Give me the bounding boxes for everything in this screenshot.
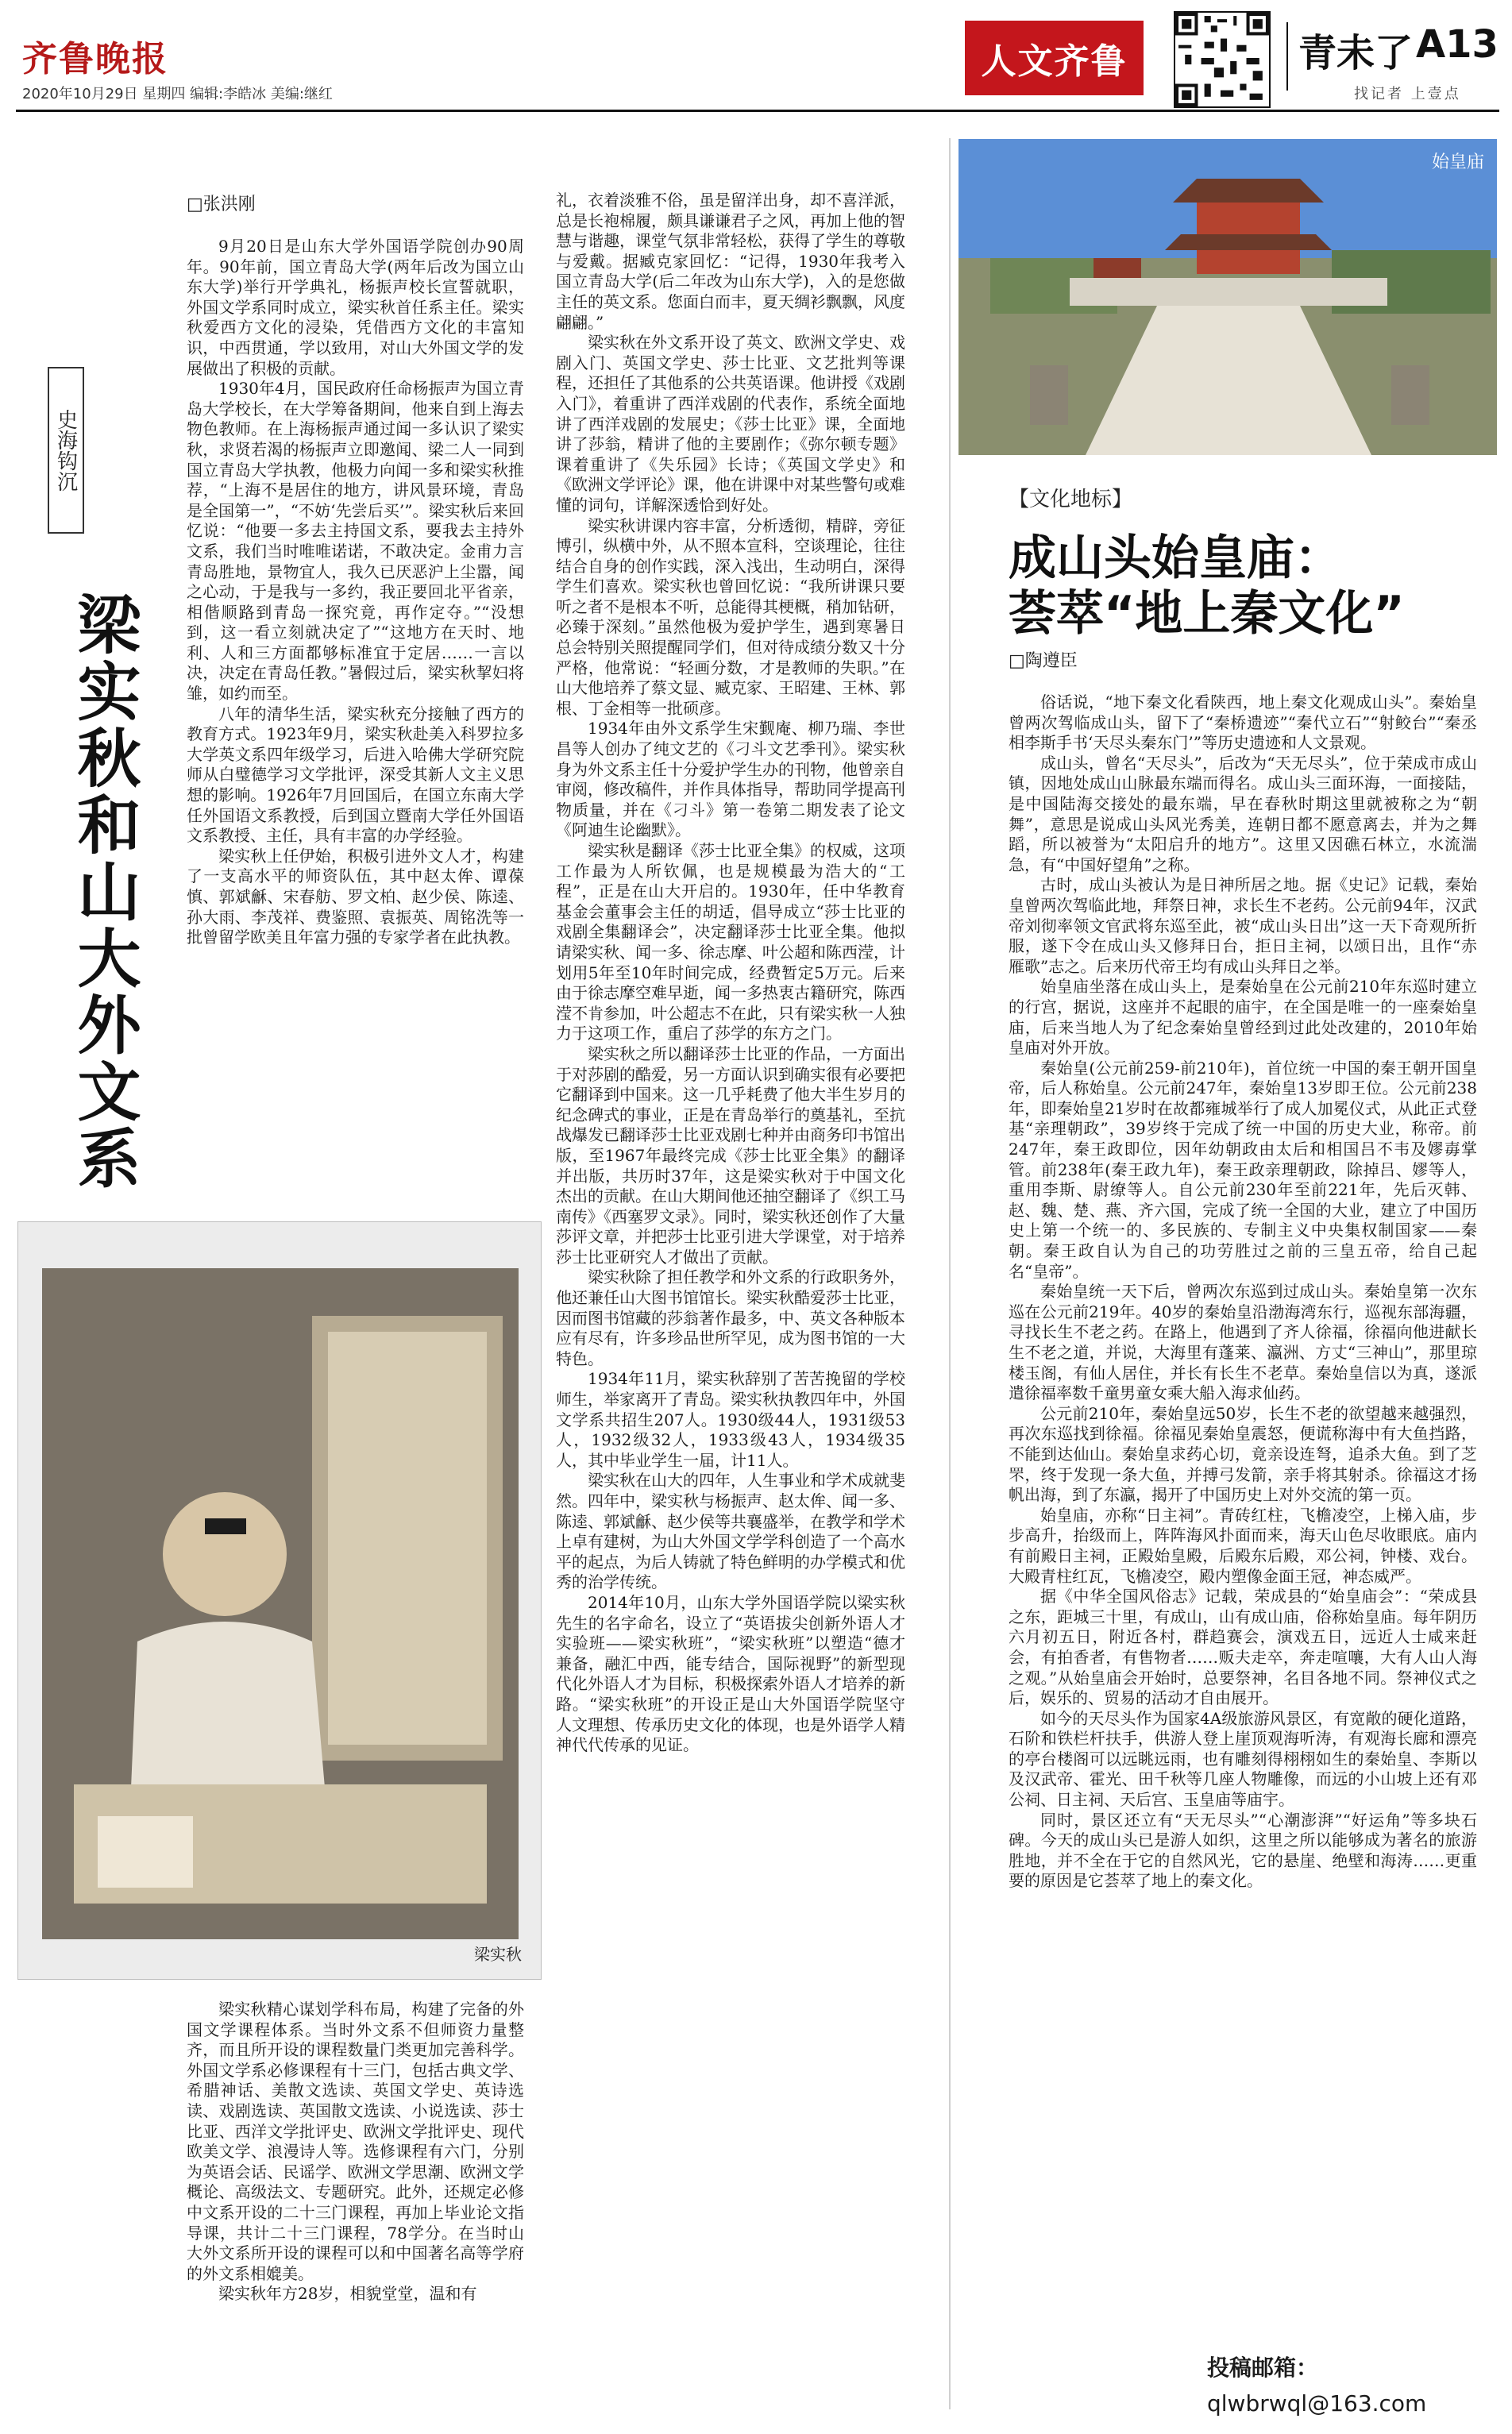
paragraph: 秦始皇统一天下后，曾两次东巡到过成山头。秦始皇第一次东巡在公元前219年。40岁的秦始皇沿渤海湾东行，巡视东部海疆，寻找长生不老之药。在路上，他遇到了齐人徐福，徐福向他进献长生不老之道，并说，大海里有蓬莱、瀛洲、方丈“三神山”，那里琼楼玉阁，有仙人居住，并长有长生不老草。秦始皇信以为真，遂派遣徐福率数千童男童女乘大船入海求仙药。	[1009, 1282, 1477, 1403]
portrait-image	[42, 1268, 519, 1939]
article-title: 成山头始皇庙：	[1009, 530, 1342, 586]
paragraph: 2014年10月，山东大学外国语学院以梁实秋先生的名字命名，设立了“英语拔尖创新外语人才实验班——梁实秋班”，“梁实秋班”以塑造“德才兼备，融汇中西，能专结合，国际视野”的新型现代化外语人才为目标，积极探索外语人才培养的新路。“梁实秋班”的开设正是山大外国语学院坚守人文理想、传承历史文化的体现，也是外语学人精神代代传承的见证。	[556, 1592, 905, 1755]
photo-caption: 梁实秋	[474, 1945, 522, 1964]
paragraph: 成山头，曾名“天尽头”，后改为“天无尽头”，位于荣成市成山镇，因地处成山山脉最东端而得名。成山头三面环海，一面接陆，是中国陆海交接处的最东端，早在春秋时期这里就被称之为“朝舞”，意思是说成山头风光秀美，连朝日都不愿意离去，并为之舞蹈，所以被誉为“太阳启升的地方”。这里又因礁石林立，水流湍急，有“中国好望角”之称。	[1009, 753, 1477, 874]
portrait-photo	[17, 1221, 542, 1980]
contribution-email-link[interactable]: qlwbrwql@163.com	[1207, 2390, 1427, 2417]
article-title: 梁实秋和山大外文系	[67, 592, 141, 1192]
article-byline: □陶遵臣	[1009, 651, 1078, 671]
paragraph: 梁实秋之所以翻译莎士比亚的作品，一方面出于对莎剧的酷爱，另一方面认识到确实很有必要把它翻译到中国来。这一几乎耗费了他大半生岁月的纪念碑式的事业，正是在青岛举行的奠基礼，至抗战爆发已翻译莎士比亚戏剧七种并由商务印书馆出版，至1967年最终完成《莎士比亚全集》的翻译并出版，共历时37年，这是梁实秋对于中国文化杰出的贡献。在山大期间他还抽空翻译了《织工马南传》《西塞罗文录》。同时，梁实秋还创作了大量莎评文章，并把莎士比亚引进大学课堂，对于培养莎士比亚研究人才做出了贡献。	[556, 1043, 905, 1267]
paragraph: 梁实秋精心谋划学科布局，构建了完备的外国文学课程体系。当时外文系不但师资力量整齐，而且所开设的课程数量门类更加完善科学。外国文学系必修课程有十三门，包括古典文学、希腊神话、美散文选读、英国文学史、英诗选读、戏剧选读、英国散文选读、小说选读、莎士比亚、西洋文学批评史、欧洲文学批评史、现代欧美文学、浪漫诗人等。选修课程有六门，分别为英语会话、民谣学、欧洲文学思潮、欧洲文学概论、高级法文、专题研究。此外，还规定必修中文系开设的二十三门课程，再加上毕业论文指导课，共计二十三门课程，78学分。在当时山大外文系所开设的课程可以和中国著名高等学府的外文系相媲美。	[187, 2000, 524, 2283]
article-column-b	[556, 191, 905, 1756]
column-tag: 史海钩沉	[48, 367, 84, 534]
paragraph: 1934年11月，梁实秋辞别了苦苦挽留的学校师生，举家离开了青岛。梁实秋执教四年中，外国文学系共招生207人。1930级44人，1931级53人，1932级32人，1933级43人，1934级35人，其中毕业学生一届，计11人。	[556, 1369, 905, 1470]
page-code: A13	[1416, 22, 1498, 67]
paragraph: 9月20日是山东大学外国语学院创办90周年。90年前，国立青岛大学(两年后改为国立山东大学)举行开学典礼，杨振声校长宣誓就职，外国文学系同时成立，梁实秋首任系主任。梁实秋爱西方文化的浸染，凭借西方文化的丰富知识，中西贯通，学以致用，对山大外国文学的发展做出了积极的贡献。	[187, 237, 524, 378]
paragraph: 1934年由外文系学生宋觐庵、柳乃瑞、李世昌等人创办了纯文艺的《刁斗文艺季刊》。梁实秋身为外文系主任十分爱护学生办的刊物，他曾亲自审阅，修改稿件，并作具体指导，帮助同学提高刊物质量，并在《刁斗》第一卷第二期发表了论文《阿迪生论幽默》。	[556, 719, 905, 840]
temple-illustration	[958, 139, 1497, 455]
paragraph: 礼，衣着淡雅不俗，虽是留洋出身，却不喜洋派，总是长袍棉履，颇具谦谦君子之风，再加上他的智慧与谐趣，课堂气氛非常轻松，获得了学生的尊敬与爱戴。据臧克家回忆：“记得，1930年我考入国立青岛大学(后二年改为山东大学)，入的是您做主任的英文系。您面白而丰，夏天绸衫飘飘，风度翩翩。”	[556, 191, 905, 332]
paragraph: 梁实秋在山大的四年，人生事业和学术成就斐然。四年中，梁实秋与杨振声、赵太侔、闻一多、陈逵、郭斌龢、赵少侯等共襄盛举，在教学和学术上卓有建树，为山大外国文学学科创造了一个高水平的起点，为后人铸就了特色鲜明的办学模式和优秀的治学传统。	[556, 1471, 905, 1592]
paragraph: 始皇庙坐落在成山头上，是秦始皇在公元前210年东巡时建立的行宫，据说，这座并不起眼的庙宇，在全国是唯一的一座秦始皇庙，后来当地人为了纪念秦始皇曾经到过此处改建的，2010年始皇庙对外开放。	[1009, 977, 1477, 1058]
page-name: 青未了	[1298, 31, 1414, 75]
paragraph: 八年的清华生活，梁实秋充分接触了西方的教育方式。1923年9月，梁实秋赴美入科罗拉多大学英文系四年级学习，后进入哈佛大学研究院师从白璧德学习文学批评，深受其新人文主义思想的影响。1926年7月回国后，在国立东南大学任外国语文系教授，后到国立暨南大学任外国语文系教授、主任，具有丰富的办学经验。	[187, 704, 524, 846]
paragraph: 古时，成山头被认为是日神所居之地。据《史记》记载，秦始皇曾两次驾临此地，拜祭日神，求长生不老药。公元前94年，汉武帝刘彻率领文官武将东巡至此，被“成山头日出”这一天下奇观所折服，遂下令在成山头又修拜日台，拒日主祠，以颂日出，且作“赤雁歌”志之。后来历代帝王均有成山头拜日之举。	[1009, 875, 1477, 976]
article-byline: □张洪刚	[187, 195, 256, 214]
qr-pattern	[1175, 13, 1269, 106]
article-column-a	[187, 237, 524, 948]
contribution-label: 投稿邮箱：	[1207, 2355, 1319, 2381]
column-rule	[949, 138, 951, 2409]
article-kicker: 【文化地标】	[1009, 488, 1133, 511]
article-body	[1009, 692, 1477, 1892]
section-banner: 人文齐鲁	[965, 21, 1144, 95]
paragraph: 如今的天尽头作为国家4A级旅游风景区，有宽敞的硬化道路，石阶和铁栏杆扶手，供游人登上崖顶观海听涛，有观海长廊和漂亮的亭台楼阁可以远眺远雨，也有雕刻得栩栩如生的秦始皇、李斯以及汉武帝、霍光、田千秋等几座人物雕像，而远的小山坡上还有邓公祠、日主祠、天后宫、玉皇庙等庙宇。	[1009, 1708, 1477, 1810]
paragraph: 俗话说，“地下秦文化看陕西，地上秦文化观成山头”。秦始皇曾两次驾临成山头，留下了“秦桥遗迹”“秦代立石”“射鲛台”“秦丞相李斯手书‘天尽头秦东门’”等历史遗迹和人文景观。	[1009, 692, 1477, 753]
header-rule	[16, 110, 1499, 112]
paragraph: 梁实秋上任伊始，积极引进外文人才，构建了一支高水平的师资队伍，其中赵太侔、谭葆慎、郭斌龢、宋春舫、罗文柏、赵少侯、陈逵、孙大雨、李茂祥、费鉴照、袁振英、周铭洗等一批曾留学欧美且年富力强的专家学者在此执教。	[187, 846, 524, 947]
temple-photo	[958, 139, 1497, 455]
paragraph: 梁实秋年方28岁，相貌堂堂，温和有	[218, 2284, 477, 2304]
paragraph: 同时，景区还立有“天无尽头”“心潮澎湃”“好运角”等多块石碑。今天的成山头已是游人如织，这里之所以能够成为著名的旅游胜地，并不全在于它的自然风光，它的悬崖、绝壁和海涛……更重要的原因是它荟萃了地上的秦文化。	[1009, 1810, 1477, 1891]
article-column-a2	[187, 2000, 524, 2305]
qr-code-icon[interactable]	[1174, 11, 1271, 108]
paragraph: 秦始皇(公元前259-前210年)，首位统一中国的秦王朝开国皇帝，后人称始皇。公元前247年，秦始皇13岁即王位。公元前238年，即秦始皇21岁时在故都雍城举行了成人加冕仪式，从此正式登基“亲理朝政”，39岁终于完成了统一中国的历史大业，称帝。前247年，秦王政即位，因年幼朝政由太后和相国吕不韦及嫪毐掌管。前238年(秦王政九年)，秦王政亲理朝政，除掉吕、嫪等人，重用李斯、尉缭等人。自公元前230年至前221年，先后灭韩、赵、魏、楚、燕、齐六国，完成了统一全国的大业，建立了中国历史上第一个统一的、多民族的、专制主义中央集权制国家——秦朝。秦王政自认为自己的功劳胜过之前的三皇五帝，给自己起名“皇帝”。	[1009, 1058, 1477, 1281]
article-subtitle: 荟萃“地上秦文化”	[1009, 586, 1405, 642]
paragraph: 梁实秋是翻译《莎士比亚全集》的权威，这项工作最为人所钦佩，也是规模最为浩大的“工程”，正是在山大开启的。1930年，任中华教育基金会董事会主任的胡适，倡导成立“莎士比亚的戏剧全集翻译会”，决定翻译莎士比亚全集。他拟请梁实秋、闻一多、徐志摩、叶公超和陈西滢，计划用5年至10年时间完成，经费暂定5万元。后来由于徐志摩空难早逝，闻一多热衷古籍研究，陈西滢不肯参加，叶公超志不在此，只有梁实秋一人独力于这项工作，重启了莎学的东方之门。	[556, 841, 905, 1043]
paragraph: 始皇庙，亦称“日主祠”。青砖红柱，飞檐凌空，上梯入庙，步步高升，抬级而上，阵阵海风扑面而来，海天山色尽收眼底。庙内有前殿日主祠，正殿始皇殿，后殿东后殿，邓公祠，钟楼、戏台。大殿青柱红瓦，飞檐凌空，殿内塑像金面王冠，神态威严。	[1009, 1505, 1477, 1586]
paragraph: 梁实秋除了担任教学和外文系的行政职务外，他还兼任山大图书馆馆长。梁实秋酷爱莎士比亚，因而图书馆藏的莎翁著作最多，中、英文各种版本应有尽有，许多珍品世所罕见，成为图书馆的一大特色。	[556, 1267, 905, 1368]
paragraph: 梁实秋在外文系开设了英文、欧洲文学史、戏剧入门、英国文学史、莎士比亚、文艺批判等课程，还担任了其他系的公共英语课。他讲授《戏剧入门》，着重讲了西洋戏剧的代表作，系统全面地讲了西洋戏剧的发展史；《莎士比亚》课，全面地讲了莎翁，精讲了他的主要剧作；《弥尔顿专题》课着重讲了《失乐园》长诗；《英国文学史》和《欧洲文学评论》课，他在讲课中对某些警句或难懂的词句，详解深透恰到好处。	[556, 333, 905, 515]
photo-caption: 始皇庙	[1431, 152, 1484, 172]
date-editor-line: 2020年10月29日 星期四 编辑:李皓冰 美编:继红	[22, 86, 333, 102]
paragraph: 据《中华全国风俗志》记载，荣成县的“始皇庙会”：“荣成县之东，距城三十里，有成山，山有成山庙，俗称始皇庙。每年阴历六月初五日，附近各村，群趋赛会，演戏五日，远近人士咸来赶会，有拍香者，有售物者……贩夫走卒，奔走喧嚷，大有人山人海之观。”从始皇庙会开始时，总要祭神，名目各地不同。祭神仪式之后，娱乐的、贸易的活动才自由展开。	[1009, 1587, 1477, 1708]
header-divider	[1286, 22, 1288, 91]
paragraph: 1930年4月，国民政府任命杨振声为国立青岛大学校长，在大学筹备期间，他来自到上海去物色教师。在上海杨振声通过闻一多认识了梁实秋，求贤若渴的杨振声立即邀闻、梁二人一同到国立青岛大学执教，他极力向闻一多和梁实秋推荐，“上海不是居住的地方，讲风景环境，青岛是全国第一”，“不妨‘先尝后买’”。梁实秋后来回忆说：“他要一多去主持国文系，要我去主持外文系，我们当时唯唯诺诺，不敢决定。金甫力言青岛胜地，景物宜人，我久已厌恶沪上尘嚣，闻之心动，于是我与一多约，我正要回北平省亲，相偕顺路到青岛一探究竟，再作定夺。”“没想到，这一看立刻就决定了”“这地方在天时、地利、人和三方面都够标准宜于定居……一言以决，决定在青岛任教。”暑假过后，梁实秋挈妇将雏，如约而至。	[187, 379, 524, 704]
paragraph: 梁实秋讲课内容丰富，分析透彻，精辟，旁征博引，纵横中外，从不照本宣科，空谈理论，往往结合自身的创作实践，深入浅出，生动明白，深得学生们喜欢。梁实秋也曾回忆说：“我所讲课只要听之者不是根本不听，总能得其梗概，稍加钻研，必臻于深刻。”虽然他极为爱护学生，遇到寒暑日总会特别关照提醒同学们，但对待成绩分数又十分严格，他常说：“轻画分数，才是教师的失职。”在山大他培养了蔡文显、臧克家、王昭建、王林、郭根、丁金相等一批硕彦。	[556, 515, 905, 718]
paragraph: 公元前210年，秦始皇远50岁，长生不老的欲望越来越强烈，再次东巡找到徐福。徐福见秦始皇震怒，便谎称海中有大鱼挡路，不能到达仙山。秦始皇求药心切，竟亲设连弩，追杀大鱼。到了芝罘，终于发现一条大鱼，并搏弓发箭，亲手将其射杀。徐福这才扬帆出海，到了东瀛，揭开了中国历史上对外交流的第一页。	[1009, 1403, 1477, 1505]
newspaper-logo: 齐鲁晚报	[22, 39, 168, 79]
portrait-illustration	[42, 1268, 519, 1939]
reporter-hotline: 找记者 上壹点	[1354, 86, 1461, 102]
